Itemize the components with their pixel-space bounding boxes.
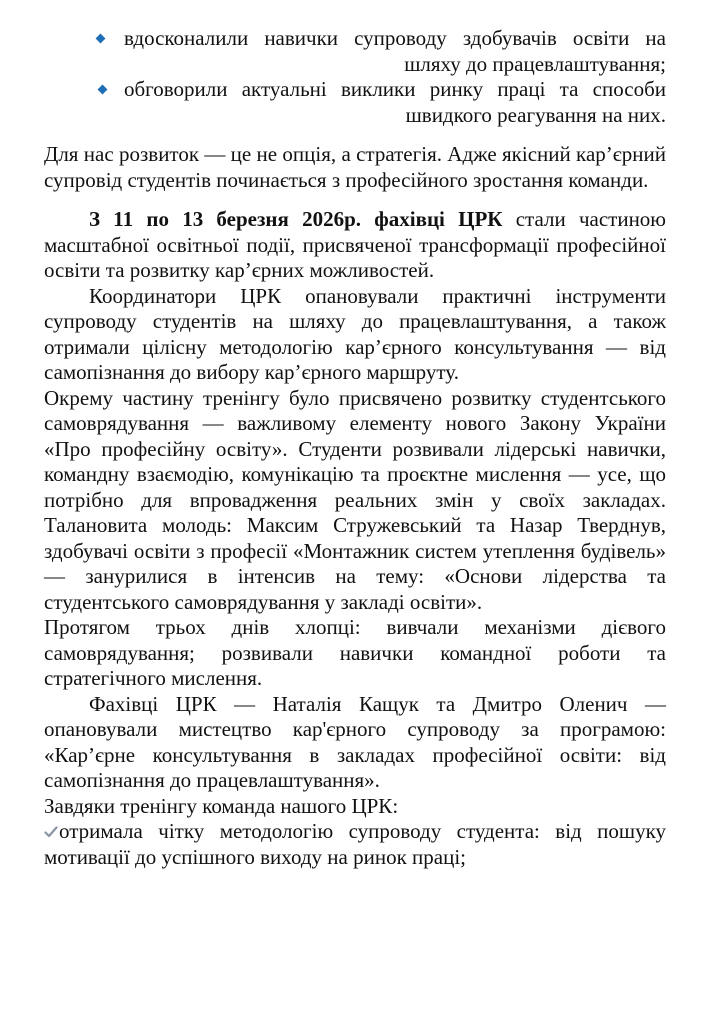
bullet-text: вдосконалили навички супроводу здобувачів освіти на шляху до працевлаштування; [124, 26, 666, 76]
list-item [44, 77, 666, 128]
paragraph-specialists: Фахівці ЦРК — Наталія Кащук та Дмитро Оленич — опановували мистецтво кар'єрного супроводу за програмою: «Кар’єрне консультування в закладах професійної освіти: від самопізнання до працевлаштування». [44, 691, 666, 792]
check-mark-icon [44, 825, 58, 839]
document-page [44, 26, 666, 870]
list-item [44, 26, 666, 77]
event-description: стали частиною масштабної освітньої події, присвяченої трансформації професійної освіти та розвитку кар’єрних можливостей. [44, 207, 666, 282]
diamond-bullet-icon [98, 85, 108, 95]
bullet-list [44, 26, 666, 128]
check-item-text: отримала чітку методологію супроводу студента: від пошуку мотивації до успішного виходу на ринок праці; [44, 819, 666, 869]
paragraph-thanks-intro: Завдяки тренінгу команда нашого ЦРК: [44, 793, 399, 818]
paragraph-event [44, 207, 666, 284]
paragraph-self-government: Окрему частину тренінгу було присвячено розвитку студентського самоврядування — важливому елементу нового Закону України «Про професійну освіту». Студенти розвивали лідерські навички, командну взаємодію, комунікацію та проєктне мислення — усе, що потрібно для впровадження реальних змін у своїх закладах. Талановита молодь: Максим Стружевський та Назар Тверднув, здобувачі освіти з професії «Монтажник систем утеплення будівель» — занурилися в інтенсив на тему: «Основи лідерства та студентського самоврядування у закладі освіти». [44, 385, 666, 614]
event-dates-bold: З 11 по 13 березня 2026р. фахівці ЦРК [89, 207, 503, 231]
check-list-item [44, 819, 666, 870]
bullet-text: обговорили актуальні виклики ринку праці та способи швидкого реагування на них. [124, 77, 666, 127]
paragraph-coordinators: Координатори ЦРК опановували практичні інструменти супроводу студентів на шляху до працевлаштування, а також отримали цілісну методологію кар’єрного консультування — від самопізнання до вибору кар’єрного маршруту. [44, 283, 666, 384]
paragraph-three-days: Протягом трьох днів хлопці: вивчали механізми дієвого самоврядування; розвивали навички командної роботи та стратегічного мислення. [44, 615, 666, 690]
diamond-bullet-icon [96, 34, 106, 44]
paragraph-strategy: Для нас розвиток — це не опція, а стратегія. Адже якісний кар’єрний супровід студентів починається з професійного зростання команди. [44, 142, 666, 192]
